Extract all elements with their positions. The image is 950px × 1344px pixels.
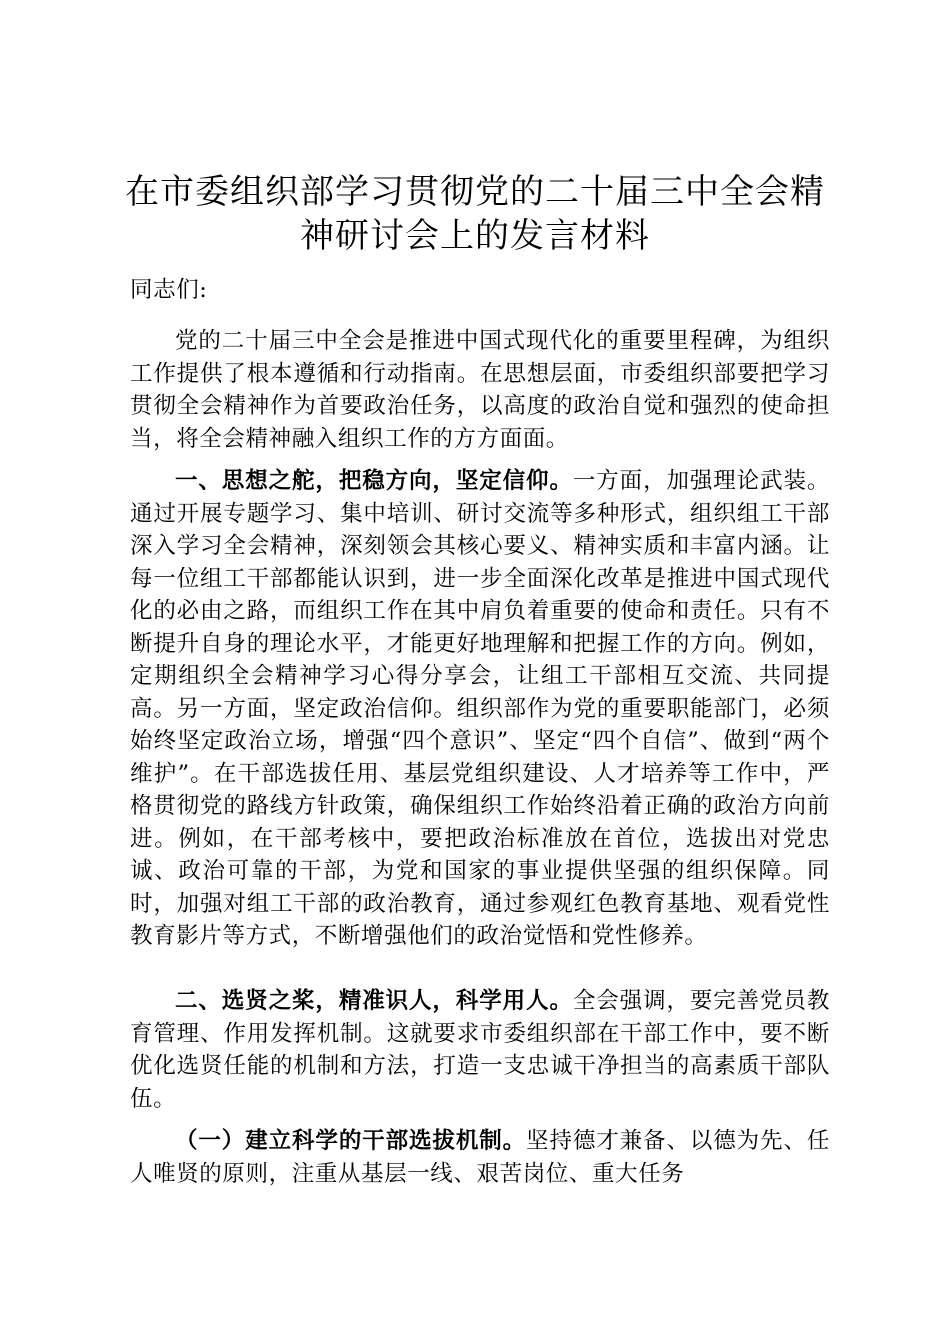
subsection-heading: （一）建立科学的干部选拔机制。 [175, 1128, 527, 1154]
paragraph-intro [130, 325, 830, 455]
greeting: 同志们: [130, 277, 208, 303]
paragraph-text: 党的二十届三中全会是推进中国式现代化的重要里程碑，为组织工作提供了根本遵循和行动指南。在思想层面，市委组织部要把学习贯彻全会精神作为首要政治任务，以高度的政治自觉和强烈的使命担当，将全会精神融入组织工作的方方面面。 [130, 328, 830, 452]
title-line-2: 神研讨会上的发言材料 [300, 216, 650, 256]
paragraph-subsection-1 [130, 1125, 830, 1190]
paragraph-section-1 [130, 465, 830, 953]
section-heading: 二、选贤之桨，精准识人，科学用人。 [175, 988, 573, 1014]
document-title [110, 170, 840, 258]
section-heading: 一、思想之舵，把稳方向，坚定信仰。 [175, 468, 573, 494]
title-line-1: 在市委组织部学习贯彻党的二十届三中全会精 [125, 172, 825, 212]
paragraph-text: 坚持德才兼备、以德为先、任人唯贤的原则，注重从基层一线、艰苦岗位、重大任务 [130, 1128, 830, 1187]
paragraph-text: 全会强调，要完善党员教育管理、作用发挥机制。这就要求市委组织部在干部工作中，要不断优化选贤任能的机制和方法，打造一支忠诚干净担当的高素质干部队伍。 [130, 988, 830, 1112]
paragraph-text: 一方面，加强理论武装。通过开展专题学习、集中培训、研讨交流等多种形式，组织组工干部深入学习全会精神，深刻领会其核心要义、精神实质和丰富内涵。让每一位组工干部都能认识到，进一步全面深化改革是推进中国式现代化的必由之路，而组织工作在其中肩负着重要的使命和责任。只有不断提升自身的理论水平，才能更好地理解和把握工作的方向。例如，定期组织全会精神学习心得分享会，让组工干部相互交流、共同提高。另一方面，坚定政治信仰。组织部作为党的重要职能部门，必须始终坚定政治立场，增强“四个意识”、坚定“四个自信”、做到“两个维护”。在干部选拔任用、基层党组织建设、人才培养等工作中，严格贯彻党的路线方针政策，确保组织工作始终沿着正确的政治方向前进。例如，在干部考核中，要把政治标准放在首位，选拔出对党忠诚、政治可靠的干部，为党和国家的事业提供坚强的组织保障。同时，加强对组工干部的政治教育，通过参观红色教育基地、观看党性教育影片等方式，不断增强他们的政治觉悟和党性修养。 [130, 468, 830, 949]
paragraph-section-2 [130, 985, 830, 1115]
